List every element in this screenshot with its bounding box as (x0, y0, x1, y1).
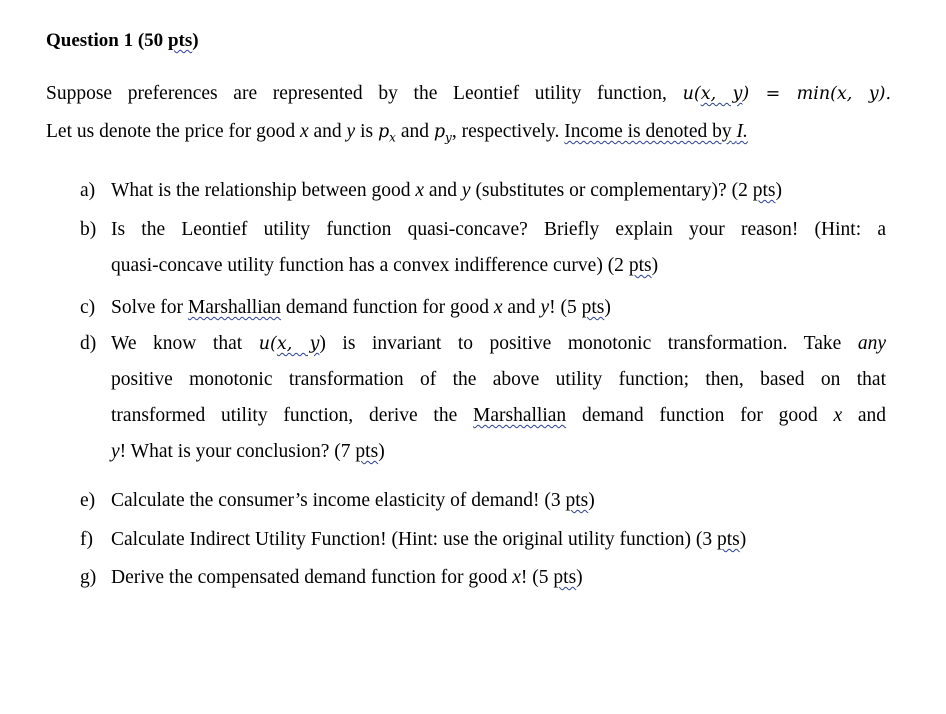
item-label: d) (80, 333, 97, 354)
item-g-text-2: ! (5 (520, 567, 549, 588)
any-word: any (857, 333, 886, 354)
item-a-and: and (428, 180, 458, 201)
var-y: y (111, 441, 120, 462)
item-a-end: ) (775, 180, 782, 201)
intro-text: Suppose preferences are represented by the Leontief utility function, (46, 83, 667, 104)
xy-args: x, y (700, 84, 743, 104)
intro-line-1 (46, 83, 891, 105)
min-expression: ) = min(x, y). (742, 84, 892, 104)
pts-word: pts (355, 441, 379, 462)
item-g-end: ) (576, 567, 583, 588)
item-d-text-1b: ) is invariant to positive monotonic transformation. Take (319, 333, 842, 354)
item-d-text-3b: demand function for good (581, 405, 818, 426)
u-symbol: u( (682, 84, 701, 104)
item-d-text-4: ! What is your conclusion? (7 (119, 441, 351, 462)
list-item-e (80, 490, 886, 516)
marshallian-word: Marshallian (473, 405, 567, 426)
var-y: y (346, 121, 356, 142)
pts-word: pts (581, 297, 605, 318)
item-e-text: Calculate the consumer’s income elasticity of demand! (3 (111, 490, 561, 511)
item-e-end: ) (588, 490, 595, 511)
xy-args: x, y (276, 334, 320, 354)
var-x: x (299, 121, 309, 142)
item-c-text-1: Solve for (111, 297, 184, 318)
pts-word: pts (628, 255, 652, 276)
intro2-and2: and (400, 121, 429, 142)
intro2-and: and (313, 121, 342, 142)
item-text (111, 529, 886, 551)
list-item-a (80, 180, 886, 206)
var-y: y (540, 297, 550, 318)
intro-line-2 (46, 121, 748, 145)
item-d-line-2: positive monotonic transformation of the above utility function; then, based on that (111, 369, 886, 390)
item-f-text: Calculate Indirect Utility Function! (Hint: use the original utility function) (3 (111, 529, 713, 550)
var-x: x (512, 567, 521, 588)
item-d-text-1a: We know that (111, 333, 243, 354)
item-text (111, 333, 886, 463)
intro2-text-a: Let us denote the price for good (46, 121, 296, 142)
item-f-end: ) (739, 529, 747, 550)
item-d-end: ) (378, 441, 385, 462)
title-pts: pts (167, 30, 193, 51)
question-title (46, 30, 199, 52)
intro2-is: is (360, 121, 374, 142)
item-label: b) (80, 219, 97, 240)
item-b-end: ) (651, 255, 659, 276)
item-text (111, 297, 886, 319)
item-c-text-2: demand function for good (285, 297, 489, 318)
py-subscript: y (445, 130, 452, 145)
item-g-text-1: Derive the compensated demand function for good (111, 567, 508, 588)
item-d-text-3a: transformed utility function, derive the (111, 405, 458, 426)
item-label: a) (80, 180, 96, 201)
list-item-f (80, 529, 886, 555)
item-b-line-1: Is the Leontief utility function quasi-concave? Briefly explain your reason! (Hint: a (111, 219, 886, 240)
item-b-line-2 (111, 255, 886, 277)
var-x: x (493, 297, 503, 318)
item-text (111, 219, 886, 277)
px-symbol: p (377, 122, 390, 142)
item-c-and: and (507, 297, 536, 318)
item-label: e) (80, 490, 96, 511)
pts-word: pts (752, 180, 776, 201)
title-suffix: ) (192, 30, 199, 51)
pts-word: pts (717, 529, 740, 550)
pts-word: pts (553, 567, 577, 588)
var-x: x (415, 180, 424, 201)
price-py (433, 122, 452, 145)
item-d-and: and (857, 405, 887, 426)
item-c-end: ) (604, 297, 611, 318)
item-a-text-2: (substitutes or complementary)? (2 (475, 180, 748, 201)
item-d-line-4 (111, 441, 886, 463)
utility-expression (259, 334, 320, 354)
pts-word: pts (565, 490, 589, 511)
list-item-b (80, 219, 886, 289)
item-text (111, 180, 886, 202)
u-symbol: u( (258, 334, 277, 354)
item-d-line-1 (111, 333, 886, 355)
var-x: x (833, 405, 843, 426)
item-text (111, 490, 886, 512)
item-d-line-3 (111, 405, 886, 427)
income-text: Income is denoted by (564, 121, 732, 142)
price-px (377, 122, 396, 145)
item-a-text-1: What is the relationship between good (111, 180, 411, 201)
list-item-c (80, 297, 886, 323)
px-subscript: x (389, 130, 396, 145)
item-label: f) (80, 529, 93, 550)
utility-expression (683, 84, 891, 104)
marshallian-word: Marshallian (187, 297, 282, 318)
item-c-text-3: ! (5 (549, 297, 577, 318)
item-label: g) (80, 567, 97, 588)
item-b-text-2: quasi-concave utility function has a convex indifference curve) (2 (111, 255, 624, 276)
var-I: I. (736, 121, 748, 142)
py-symbol: p (433, 122, 446, 142)
title-text: Question 1 (50 (46, 30, 168, 51)
item-text (111, 567, 886, 589)
income-phrase (564, 121, 748, 142)
list-item-d (80, 333, 886, 483)
list-item-g (80, 567, 886, 593)
item-label: c) (80, 297, 96, 318)
var-y: y (461, 180, 471, 201)
intro2-respectively: , respectively. (451, 121, 560, 142)
